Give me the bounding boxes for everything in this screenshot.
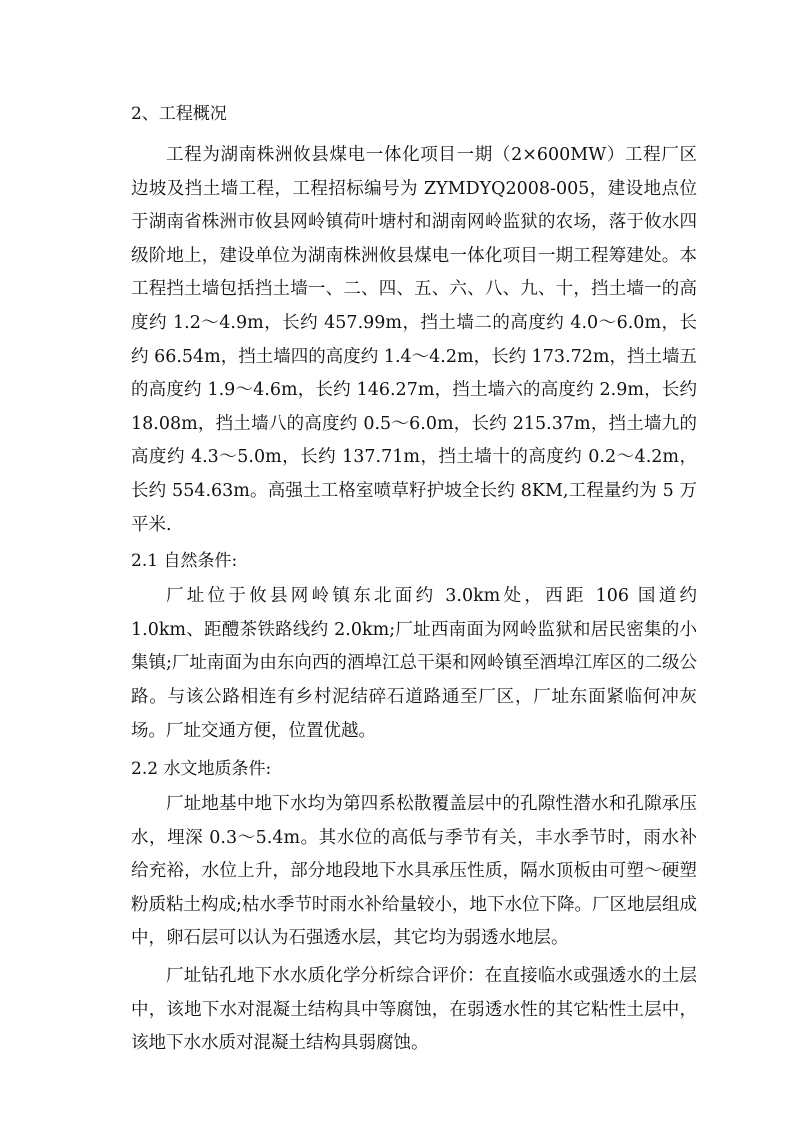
natural-conditions-title: 2.1 自然条件:: [131, 551, 238, 572]
water-quality-paragraph: 厂址钻孔地下水水质化学分析综合评价：在直接临水或强透水的土层中，该地下水对混凝土结构具中等腐蚀，在弱透水性的其它粘性土层中，该地下水水质对混凝土结构具弱腐蚀。: [131, 966, 697, 1054]
overview-paragraph: 工程为湖南株洲攸县煤电一体化项目一期（2×600MW）工程厂区边坡及挡土墙工程，工程招标编号为 ZYMDYQ2008-005，建设地点位于湖南省株洲市攸县网岭镇荷叶塘村和湖南网岭监狱的农场，落于攸水四级阶地上，建设单位为湖南株洲攸县煤电一体化项目一期工程筹建处。本工程挡土墙包括挡土墙一、二、四、五、六、八、九、十，挡土墙一的高度约 1.2～4.9m，长约 457.99m，挡土墙二的高度约 4.0～6.0m，长约 66.54m，挡土墙四的高度约 1.4～4.2m，长约 173.72m，挡土墙五的高度约 1.9～4.6m，长约 146.27m，挡土墙六的高度约 2.9m，长约 18.08m，挡土墙八的高度约 0.5～6.0m，长约 215.37m，挡土墙九的高度约 4.3～5.0m，长约 137.71m，挡土墙十的高度约 0.2～4.2m，长约 554.63m。高强土工格室喷草籽护坡全长约 8KM,工程量约为 5 万平米.: [131, 145, 697, 535]
hydrogeology-paragraph: 厂址地基中地下水均为第四系松散覆盖层中的孔隙性潜水和孔隙承压水，埋深 0.3～5.4m。其水位的高低与季节有关，丰水季节时，雨水补给充裕，水位上升，部分地段地下水具承压性质，隔水顶板由可塑～硬塑粉质粘土构成;枯水季节时雨水补给量较小，地下水位下降。厂区地层组成中，卵石层可以认为石强透水层，其它均为弱透水地层。: [131, 794, 697, 949]
section-title: 2、工程概况: [131, 104, 227, 124]
document-body: [131, 97, 697, 1061]
hydrogeology-title: 2.2 水文地质条件:: [131, 759, 272, 780]
natural-conditions-paragraph: 厂址位于攸县网岭镇东北面约 3.0km处，西距 106 国道约 1.0km、距醴茶铁路线约 2.0km;厂址西南面为网岭监狱和居民密集的小集镇;厂址南面为由东向西的酒埠江总干渠和网岭镇至酒埠江库区的二级公路。与该公路相连有乡村泥结碎石道路通至厂区，厂址东面紧临何冲灰场。厂址交通方便，位置优越。: [131, 586, 697, 741]
